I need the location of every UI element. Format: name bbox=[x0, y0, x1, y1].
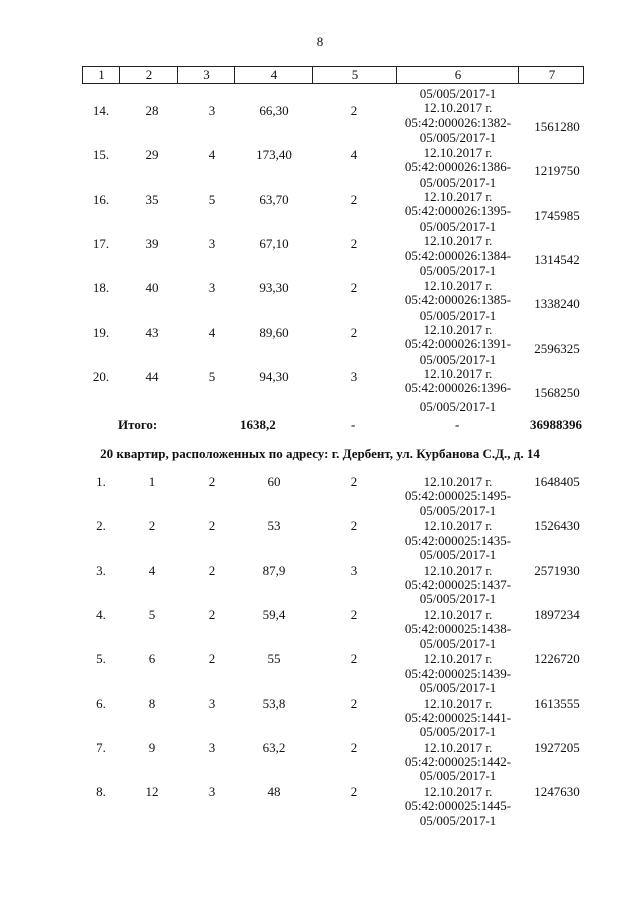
reg-line: 05:42:000025:1435- bbox=[404, 532, 512, 548]
cadastral-value: 2571930 bbox=[534, 562, 580, 578]
reg-line: 05/005/2017-1 bbox=[419, 218, 497, 234]
reg-line: 12.10.2017 г. bbox=[423, 366, 493, 382]
reg-line: 05:42:000026:1385- bbox=[404, 291, 512, 307]
row-number: 1. bbox=[96, 474, 106, 489]
floor: 3 bbox=[208, 280, 216, 296]
cadastral-value: 1526430 bbox=[534, 518, 580, 534]
column-divider bbox=[518, 67, 519, 83]
cadastral-value: 1226720 bbox=[534, 651, 580, 667]
apartment-number: 39 bbox=[145, 235, 159, 251]
apartment-number: 12 bbox=[145, 784, 159, 800]
apartment-number: 6 bbox=[148, 651, 156, 667]
cadastral-value: 1314542 bbox=[534, 251, 580, 267]
rooms: 2 bbox=[350, 235, 358, 251]
cadastral-value: 1613555 bbox=[534, 695, 580, 711]
column-divider bbox=[396, 67, 397, 83]
reg-line: 05/005/2017-1 bbox=[419, 307, 497, 323]
floor: 2 bbox=[208, 474, 216, 489]
rooms: 2 bbox=[350, 651, 358, 667]
row-number: 3. bbox=[96, 562, 106, 578]
rooms: 2 bbox=[350, 280, 358, 296]
reg-line: 05:42:000026:1386- bbox=[404, 158, 512, 174]
area: 67,10 bbox=[259, 235, 289, 251]
floor: 4 bbox=[208, 324, 216, 340]
column-divider bbox=[119, 67, 120, 83]
section-title: 20 квартир, расположенных по адресу: г. Дербент, ул. Курбанова С.Д., д. 14 bbox=[100, 446, 540, 461]
apartment-number: 29 bbox=[145, 147, 159, 163]
reg-line: 12.10.2017 г. bbox=[423, 695, 493, 711]
apartment-number: 44 bbox=[145, 368, 159, 384]
apartment-number: 4 bbox=[148, 562, 156, 578]
reg-line: 05:42:000025:1439- bbox=[404, 665, 512, 681]
row-number: 6. bbox=[96, 695, 106, 711]
floor: 2 bbox=[208, 651, 216, 667]
reg-line: 12.10.2017 г. bbox=[423, 562, 493, 578]
reg-line: 05/005/2017-1 bbox=[419, 174, 497, 190]
reg-line: 05/005/2017-1 bbox=[419, 130, 497, 146]
area: 89,60 bbox=[259, 324, 289, 340]
header-cell: 6 bbox=[454, 67, 462, 82]
row-number: 14. bbox=[92, 103, 110, 118]
header-cell: 2 bbox=[145, 67, 153, 82]
apartment-number: 9 bbox=[148, 739, 156, 755]
floor: 3 bbox=[208, 103, 216, 118]
area: 173,40 bbox=[256, 147, 292, 163]
cadastral-value: 1648405 bbox=[534, 474, 580, 489]
rooms: 2 bbox=[350, 324, 358, 340]
cadastral-value: 1745985 bbox=[534, 207, 580, 223]
reg-line: 12.10.2017 г. bbox=[423, 321, 493, 337]
reg-line: 05/005/2017-1 bbox=[419, 351, 497, 367]
total-dash-reg: - bbox=[455, 417, 460, 432]
reg-line: 05:42:000026:1396- bbox=[404, 380, 512, 396]
reg-line: 05/005/2017-1 bbox=[419, 399, 497, 414]
reg-line: 05:42:000025:1495- bbox=[404, 488, 512, 504]
row-number: 18. bbox=[92, 280, 110, 296]
floor: 3 bbox=[208, 739, 216, 755]
floor: 3 bbox=[208, 784, 216, 800]
apartment-number: 28 bbox=[145, 103, 159, 118]
row-number: 5. bbox=[96, 651, 106, 667]
cadastral-value: 1568250 bbox=[534, 384, 580, 400]
reg-line: 12.10.2017 г. bbox=[423, 144, 493, 160]
rooms: 4 bbox=[350, 147, 358, 163]
reg-line: 12.10.2017 г. bbox=[423, 277, 493, 293]
rooms: 2 bbox=[350, 739, 358, 755]
cadastral-value: 1927205 bbox=[534, 739, 580, 755]
cadastral-value: 1338240 bbox=[534, 296, 580, 312]
reg-line: 12.10.2017 г. bbox=[423, 784, 493, 800]
rooms: 3 bbox=[350, 368, 358, 384]
floor: 2 bbox=[208, 606, 216, 622]
floor: 4 bbox=[208, 147, 216, 163]
reg-line: 05:42:000026:1391- bbox=[404, 336, 512, 352]
reg-line: 05:42:000026:1395- bbox=[404, 203, 512, 219]
area: 59,4 bbox=[262, 606, 286, 622]
reg-line: 05:42:000026:1384- bbox=[404, 247, 512, 263]
area: 63,2 bbox=[262, 739, 286, 755]
rooms: 2 bbox=[350, 103, 358, 118]
column-divider bbox=[177, 67, 178, 83]
floor: 3 bbox=[208, 695, 216, 711]
reg-line: 12.10.2017 г. bbox=[423, 474, 493, 489]
header-cell: 5 bbox=[351, 67, 359, 82]
apartment-number: 1 bbox=[148, 474, 156, 489]
header-cell: 7 bbox=[548, 67, 556, 82]
reg-line: 05/005/2017-1 bbox=[419, 546, 497, 562]
reg-line: 05/005/2017-1 bbox=[419, 768, 497, 784]
total-dash-rooms: - bbox=[351, 417, 356, 432]
floor: 2 bbox=[208, 562, 216, 578]
row-number: 17. bbox=[92, 235, 110, 251]
area: 53 bbox=[267, 518, 281, 534]
reg-line: 05:42:000025:1438- bbox=[404, 621, 512, 637]
reg-line: 12.10.2017 г. bbox=[423, 651, 493, 667]
reg-line: 05:42:000025:1442- bbox=[404, 754, 512, 770]
apartment-number: 5 bbox=[148, 606, 156, 622]
area: 94,30 bbox=[259, 368, 289, 384]
floor: 5 bbox=[208, 191, 216, 207]
row-number: 4. bbox=[96, 606, 106, 622]
table-header bbox=[82, 66, 584, 84]
row-number: 19. bbox=[92, 324, 110, 340]
reg-line: 05/005/2017-1 bbox=[419, 724, 497, 740]
area: 93,30 bbox=[259, 280, 289, 296]
reg-line: 05:42:000026:1382- bbox=[404, 114, 512, 130]
header-cell: 3 bbox=[203, 67, 210, 82]
area: 66,30 bbox=[259, 103, 289, 118]
cadastral-value: 1247630 bbox=[534, 784, 580, 800]
row-number: 8. bbox=[96, 784, 106, 800]
rooms: 2 bbox=[350, 518, 358, 534]
reg-line: 05:42:000025:1445- bbox=[404, 798, 512, 814]
apartment-number: 2 bbox=[148, 518, 156, 534]
reg-line: 12.10.2017 г. bbox=[423, 518, 493, 534]
floor: 5 bbox=[208, 368, 216, 384]
reg-line: 05/005/2017-1 bbox=[419, 635, 497, 651]
area: 87,9 bbox=[262, 562, 286, 578]
rooms: 2 bbox=[350, 474, 358, 489]
reg-line: 05/005/2017-1 bbox=[419, 812, 497, 828]
reg-line: 12.10.2017 г. bbox=[423, 606, 493, 622]
cadastral-value: 2596325 bbox=[534, 340, 580, 356]
reg-line: 12.10.2017 г. bbox=[423, 739, 493, 755]
row-number: 16. bbox=[92, 191, 110, 207]
reg-line: 05/005/2017-1 bbox=[419, 502, 497, 518]
rooms: 2 bbox=[350, 606, 358, 622]
reg-line: 05/005/2017-1 bbox=[419, 263, 497, 279]
apartment-number: 35 bbox=[145, 191, 159, 207]
row-number: 7. bbox=[96, 739, 106, 755]
area: 60 bbox=[267, 474, 281, 489]
total-area: 1638,2 bbox=[240, 417, 276, 432]
row-number: 2. bbox=[96, 518, 106, 534]
cadastral-value: 1561280 bbox=[534, 119, 580, 134]
rooms: 2 bbox=[350, 191, 358, 207]
rooms: 3 bbox=[350, 562, 358, 578]
row-number: 20. bbox=[92, 368, 110, 384]
area: 53,8 bbox=[262, 695, 286, 711]
area: 55 bbox=[267, 651, 281, 667]
reg-line: 05/005/2017-1 bbox=[419, 591, 497, 607]
total-sum: 36988396 bbox=[530, 417, 582, 432]
rooms: 2 bbox=[350, 784, 358, 800]
page-number: 8 bbox=[316, 34, 324, 49]
apartment-number: 8 bbox=[148, 695, 156, 711]
reg-line: 05/005/2017-1 bbox=[419, 679, 497, 695]
column-divider bbox=[234, 67, 235, 83]
reg-line: 05:42:000025:1441- bbox=[404, 709, 512, 725]
floor: 2 bbox=[208, 518, 216, 534]
header-cell: 4 bbox=[270, 67, 278, 82]
header-cell: 1 bbox=[98, 67, 105, 82]
reg-line: 05:42:000025:1437- bbox=[404, 576, 512, 592]
apartment-number: 43 bbox=[145, 324, 159, 340]
reg-line: 05/005/2017-1 bbox=[419, 86, 497, 101]
cadastral-value: 1219750 bbox=[534, 163, 580, 179]
row-number: 15. bbox=[92, 147, 110, 163]
area: 48 bbox=[267, 784, 281, 800]
apartment-number: 40 bbox=[145, 280, 159, 296]
rooms: 2 bbox=[350, 695, 358, 711]
reg-line: 12.10.2017 г. bbox=[423, 188, 493, 204]
column-divider bbox=[312, 67, 313, 83]
floor: 3 bbox=[208, 235, 216, 251]
area: 63,70 bbox=[259, 191, 289, 207]
reg-line: 12.10.2017 г. bbox=[423, 233, 493, 249]
total-label: Итого: bbox=[118, 417, 158, 432]
cadastral-value: 1897234 bbox=[534, 606, 580, 622]
reg-line: 12.10.2017 г. bbox=[423, 100, 493, 116]
